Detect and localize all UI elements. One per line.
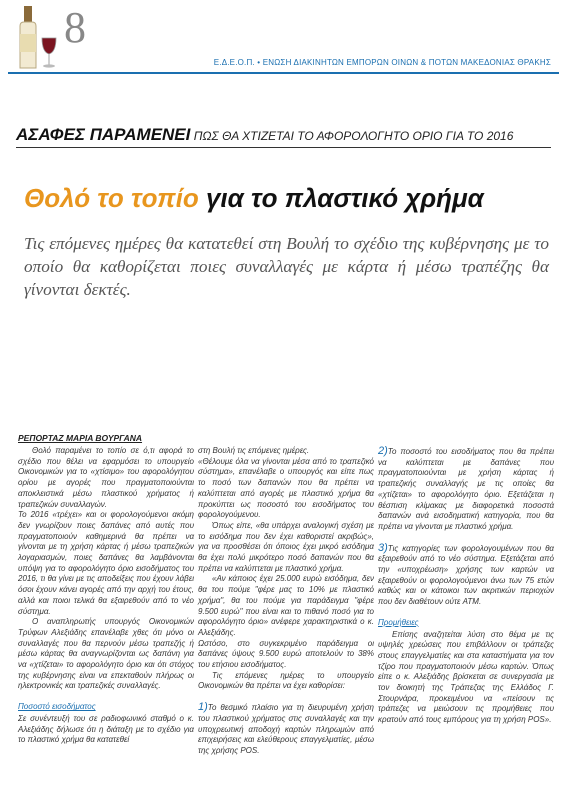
paragraph: Ο αναπληρωτής υπουργός Οικονομικών Τρύφων Αλεξιάδης επανέλαβε χθες ότι μόνο οι συναλλαγές που θα περνούν μέσω τραπεζής ή μέσω κάρτας θα αναγνωρίζονται ως δαπάνη για να «χτίζεται» το αφορολόγητο όριο και ότι στόχος της κυβέρνησης είναι να επεκταθούν πλήρως οι ηλεκτρονικές και τραπεζικές συναλλαγές. — [18, 617, 194, 691]
numbered-paragraph — [378, 446, 554, 533]
item-number: 3) — [378, 541, 388, 554]
paragraph-text: Τις κατηγορίες των φορολογουμένων που θα εξαιρεθούν από το νέο σύστημα. Εξετάζεται από την «υποχρέωση» χρήσης των καρτών να εξαιρεθούν οι φορολογούμενοι άνω των 75 ετών καθώς και οι κάτοικοι των ακριτικών περιοχών που δεν διαθέτουν ούτε ATM. — [378, 543, 554, 607]
paragraph: Σε συνέντευξή του σε ραδιοφωνικό σταθμό ο κ. Αλεξιάδης δήλωσε ότι η διάταξη με το σχέδιο για το πλαστικό χρήμα θα κατατεθεί — [18, 713, 194, 745]
subheading: Προμήθειες — [378, 617, 419, 627]
article-column-3 — [378, 446, 554, 726]
paragraph: Όπως είπε, «θα υπάρχει αναλογική σχέση με το εισόδημα που δεν έχει καθοριστεί ακριβώς», για να προσθέσει ότι όποιος έχει μικρό εισόδημα θα έχει πολύ μικρότερο ποσό δαπανών που θα πρέπει να καλύπτεται με πλαστικό χρήμα. — [198, 520, 374, 573]
paragraph-text: Το ποσοστό του εισοδήματος που θα πρέπει να καλύπτεται με δαπάνες που πραγματοποιούνται με χρήση κάρτας ή τραπεζικής συναλλαγής με τις οποίες θα «χτίζεται» το αφορολόγητο όριο. Εξετάζεται η θέσπιση κλίμακας με διαφορετικά ποσοστά δαπανών ανά εισοδηματική κατηγορία, που θα πρέπει να γίνονται με πλαστικό χρήμα. — [378, 447, 554, 531]
headline-orange-part: Θολό το τοπίο — [24, 183, 199, 213]
paragraph: Ωστόσο, στο συγκεκριμένο παράδειγμα οι δαπάνες ύψους 9.500 ευρώ αποτελούν το 38% του ετήσιου εισοδήματος. — [198, 638, 374, 670]
header-divider — [8, 72, 559, 74]
publication-title: Ε.Δ.Ε.Ο.Π. • ΕΝΩΣΗ ΔΙΑΚΙΝΗΤΩΝ ΕΜΠΟΡΩΝ ΟΙΝΩΝ & ΠΟΤΩΝ ΜΑΚΕΔΟΝΙΑΣ ΘΡΑΚΗΣ — [213, 58, 551, 67]
numbered-paragraph — [378, 543, 554, 608]
numbered-paragraph — [198, 702, 374, 757]
paragraph: στη Βουλή τις επόμενες ημέρες. — [198, 446, 310, 455]
paragraph: Θολό παραμένει το τοπίο σε ό,τι αφορά το σχέδιο που θέλει να εφαρμόσει το υπουργείο Οικονομικών για το «χτίσιμο» του αφορολόγητου ορίου με αγορές που πραγματοποιούνται αποκλειστικά μέσω πλαστικού χρήματος ή τραπεζικών συναλλαγών. — [18, 446, 194, 509]
paragraph: Επίσης αναζητείται λύση στο θέμα με τις υψηλές χρεώσεις που επιβάλλουν οι τράπεζες στους επαγγελματίες και στα καταστήματα για τον τζίρο που πραγματοποιούν μέσω καρτών. Όπως είπε ο κ. Αλεξιάδης βρίσκεται σε συνεργασία με τον διοικητή της Τράπεζας της Ελλάδος Γ. Στουρνάρα, προκειμένου να «πείσουν τις τράπεζες να μειώσουν τις προμήθειες που κρατούν από τους εμπόρους για τη χρήση POS». — [378, 629, 554, 725]
kicker-bold: ΑΣΑΦΕΣ ΠΑΡΑΜΕΝΕΙ — [16, 125, 191, 144]
paragraph: Το 2016 «τρέχει» και οι φορολογούμενοι ακόμη δεν γνωρίζουν ποιες δαπάνες από αυτές που πραγματοποιούν καθημερινά θα πρέπει να γίνονται με τη χρήση κάρτας ή μέσω τραπεζικών λογαριασμών, ποιες δαπάνες θα λαμβάνονται υπόψη για το αφορολόγητο όριο εισοδήματος του 2016, τι θα γίνει με τις αποδείξεις που έχουν λάβει όσοι έχουν κάνει αγορές από την αρχή του έτους, αλλά και ποιοι τελικά θα εξαιρεθούν από το νέο σύστημα. — [18, 510, 194, 616]
lead-paragraph: Τις επόμενες ημέρες θα κατατεθεί στη Βουλή το σχέδιο της κυβέρνησης με το οποίο θα καθορίζεται ποιες συναλλαγές με κάρτα ή μέσω τραπέζης θα γίνονται δεκτές. — [24, 234, 549, 299]
subheading: Ποσοστό εισοδήματος — [18, 702, 96, 712]
item-number: 2) — [378, 445, 388, 457]
kicker-rest: ΠΩΣ ΘΑ ΧΤΙΖΕΤΑΙ ΤΟ ΑΦΟΡΟΛΟΓΗΤΟ ΟΡΙΟ ΓΙΑ ΤΟ 2016 — [190, 129, 514, 143]
byline: ΡΕΠΟΡΤΑΖ ΜΑΡΙΑ ΒΟΥΡΓΑΝΑ — [18, 433, 143, 443]
article-column-2 — [198, 446, 374, 757]
article-column-1 — [18, 446, 194, 746]
wine-bottle-glass-icon — [8, 4, 62, 70]
paragraph: «Αν κάποιος έχει 25.000 ευρώ εισόδημα, δεν θα του πούμε "φέρε μας το 10% με πλαστικό χρήμα", θα του πούμε για παράδειγμα "φέρε 9.500 ευρώ" που είναι και το πιθανό ποσό για το αφορολόγητο όριο» ανέφερε χαρακτηριστικά ο κ. Αλεξιάδης. — [198, 574, 374, 637]
headline — [24, 183, 554, 214]
item-number: 1) — [198, 701, 208, 714]
page-number: 8 — [64, 3, 86, 52]
headline-dark-part: για το πλαστικό χρήμα — [198, 183, 484, 213]
paragraph: Τις επόμενες ημέρες το υπουργείο Οικονομικών θα πρέπει να έχει καθορίσει: — [198, 670, 374, 691]
kicker-divider — [16, 147, 551, 148]
kicker — [16, 125, 556, 145]
paragraph-text: Το θεσμικό πλαίσιο για τη διευρυμένη χρήση του πλαστικού χρήματος στις συναλλαγές και την υποχρεωτική αποδοχή καρτών πληρωμών από επιχειρήσεις και ελεύθερους επαγγελματίες, μέσω της χρήσης POS. — [198, 703, 374, 755]
paragraph: «Θέλουμε όλα να γίνονται μέσα από το τραπεζικό σύστημα», επανέλαβε ο υπουργός και είπε πως το ποσό των δαπανών που θα πρέπει να καλύπτεται από αγορές με πλαστικό χρήμα θα προκύπτει ως ποσοστό του εισοδήματος του φορολογούμενου. — [198, 456, 374, 520]
